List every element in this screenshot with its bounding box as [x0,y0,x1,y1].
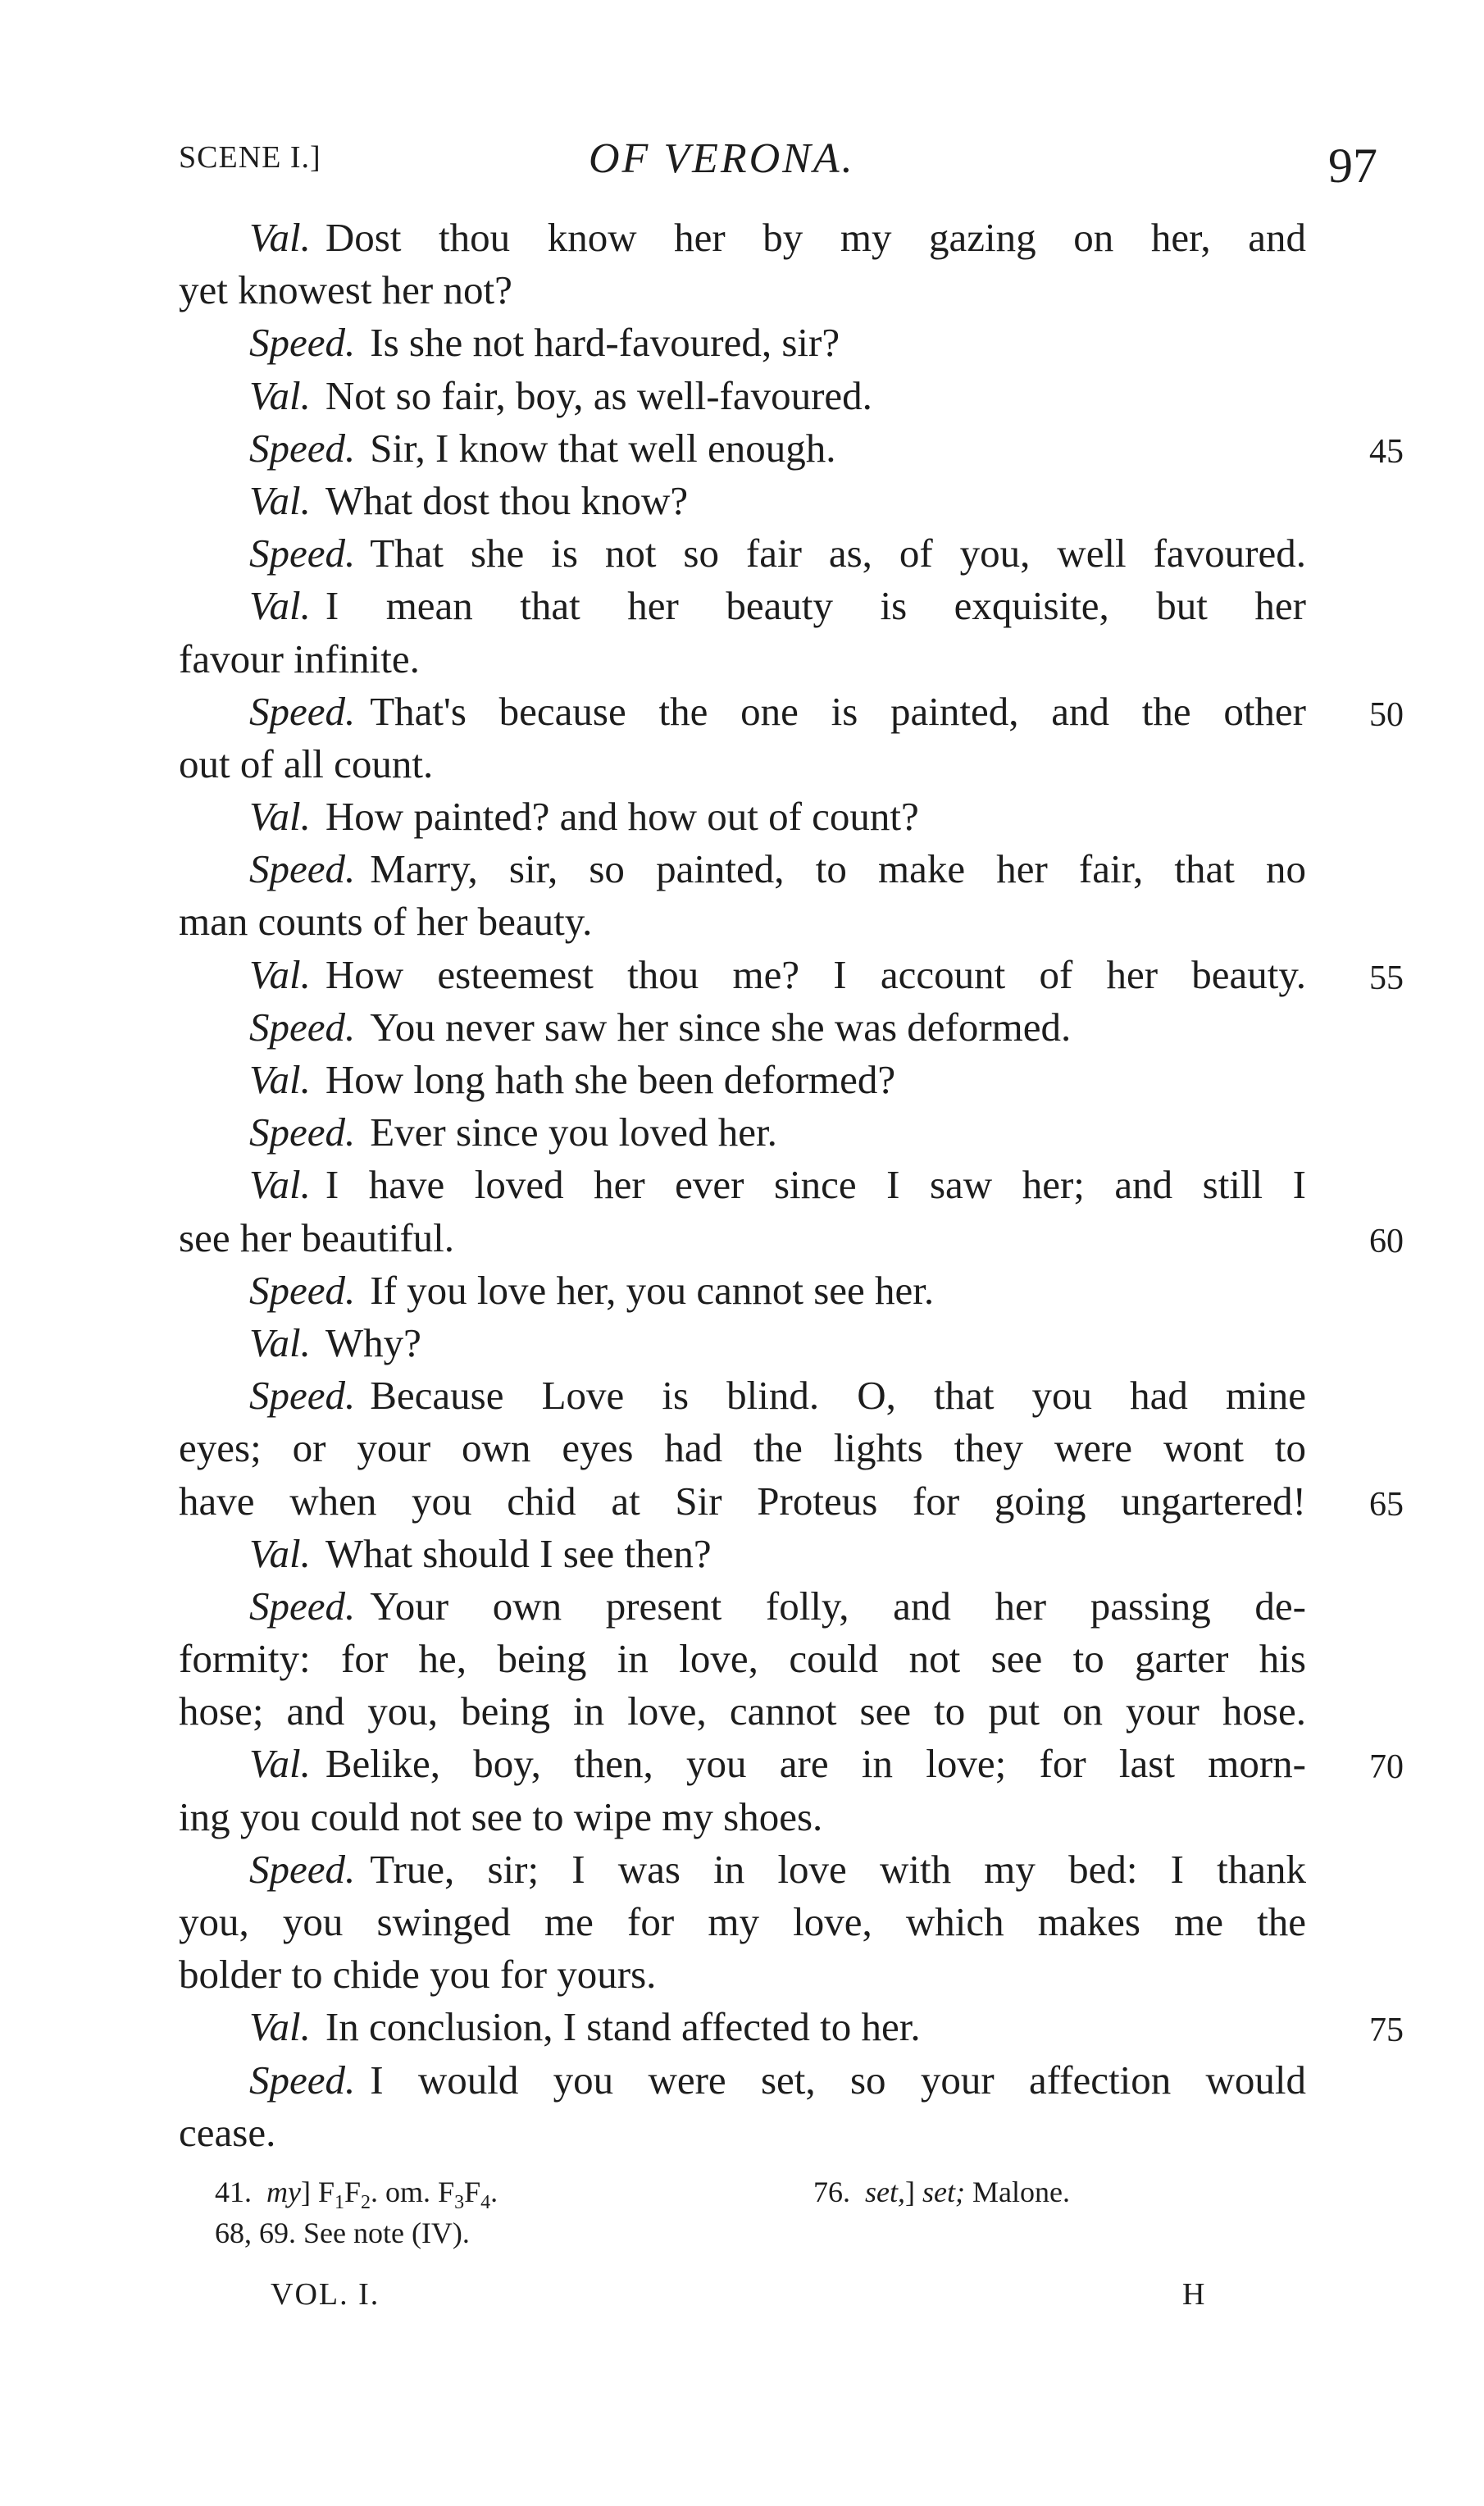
line-text: Your own present folly, and her passing de- [370,1583,1306,1629]
speaker-name: Val. [249,215,311,260]
speaker-name: Speed. [249,1846,356,1892]
line-text: hose; and you, being in love, cannot see to put on your hose. [179,1688,1306,1734]
folio-sub: 2 [361,2192,371,2214]
text-line [179,370,1306,422]
line-text: Because Love is blind. O, that you had mine [370,1373,1306,1419]
line-text: Is she not hard-favoured, sir? [370,320,840,366]
text-line [179,1317,1306,1369]
folio: F [464,2176,481,2208]
speaker-name: Speed. [249,1583,356,1629]
note-68: 68, 69. See note (IV). [215,2217,470,2249]
note-source: Malone. [972,2176,1070,2208]
line-text: Why? [325,1319,421,1365]
speaker-name: Val. [249,951,311,997]
text-line [179,1843,1306,1896]
line-text: If you love her, you cannot see her. [370,1267,935,1313]
line-text: Marry, sir, so painted, to make her fair, that no [370,846,1306,892]
line-text: What dost thou know? [325,477,689,523]
folio-sub: 4 [480,2192,491,2214]
text-line [179,1580,1306,1633]
line-number: 55 [1369,959,1404,997]
text-line [179,738,1306,791]
text-line [179,843,1306,895]
folio-sub: 1 [335,2192,345,2214]
folio: F [438,2176,455,2208]
line-text: How painted? and how out of count? [325,794,919,840]
line-text: Dost thou know her by my gazing on her, and [325,215,1306,260]
line-text: see her beautiful. [179,1214,455,1260]
signature-mark: H [1182,2277,1205,2312]
line-text: Sir, I know that well enough. [370,425,836,471]
text-line [179,1633,1306,1685]
speaker-name: Speed. [249,1004,356,1050]
text-line [179,1106,1306,1159]
folio: F [317,2176,335,2208]
line-text: How long hath she been deformed? [325,1057,896,1102]
line-text: bolder to chide you for yours. [179,1952,657,1998]
text-line [179,1896,1306,1948]
speaker-name: Speed. [249,2057,356,2103]
running-header [179,131,1392,197]
text-line [179,264,1306,317]
speaker-name: Speed. [249,1109,356,1155]
line-text: How esteemest thou me? I account of her beauty. [325,951,1306,997]
line-text: What should I see then? [325,1530,712,1576]
speaker-name: Val. [249,794,311,840]
line-text: man counts of her beauty. [179,899,593,945]
line-text: you, you swinged me for my love, which makes me the [179,1899,1306,1944]
text-line [179,212,1306,264]
text-line [179,1159,1306,1211]
speaker-name: Speed. [249,320,356,366]
line-text: ing you could not see to wipe my shoes. [179,1793,823,1839]
text-line [179,1422,1306,1474]
speaker-name: Val. [249,583,311,629]
line-text: have when you chid at Sir Proteus for going ungartered! [179,1478,1306,1524]
line-text: cease. [179,2109,276,2155]
speaker-name: Speed. [249,846,356,892]
line-text: yet knowest her not? [179,267,512,313]
note-om: . om. [371,2176,439,2208]
speaker-name: Speed. [249,688,356,734]
line-number: 75 [1369,2012,1404,2050]
line-text: formity: for he, being in love, could not see to garter his [179,1636,1306,1682]
scene-heading: SCENE I.] [179,140,321,175]
text-line [179,2054,1306,2107]
line-number: 45 [1369,432,1404,471]
text-line [179,1475,1404,1528]
text-line [179,1212,1404,1264]
note-reading: set; [922,2176,965,2208]
note-76: 76. set,] set; Malone. [813,2176,1070,2208]
text-line [179,2001,1404,2053]
speaker-name: Val. [249,477,311,523]
text-line [179,422,1404,475]
line-text: I mean that her beauty is exquisite, but her [325,583,1306,629]
note-line-ref: 41. [215,2176,252,2208]
note-end: . [490,2176,498,2208]
text-line [179,1054,1306,1106]
note-line-ref: 76. [813,2176,850,2208]
textual-notes [215,2171,1281,2253]
line-text: Belike, boy, then, you are in love; for last morn- [325,1741,1306,1787]
line-text: You never saw her since she was deformed. [370,1004,1072,1050]
text-line [179,1738,1404,1790]
page-number: 97 [1328,139,1377,193]
speaker-name: Speed. [249,531,356,576]
speaker-name: Speed. [249,1373,356,1419]
speaker-name: Val. [249,1741,311,1787]
text-line [179,1791,1306,1843]
note-lemma: set, [865,2176,905,2208]
text-line [179,1001,1306,1054]
line-text: That she is not so fair as, of you, well favoured. [370,531,1306,576]
play-text [179,212,1404,2159]
text-line [179,580,1306,632]
line-number: 50 [1369,695,1404,734]
text-line [179,1264,1306,1317]
page-footer [271,2276,1254,2326]
line-text: I have loved her ever since I saw her; and still I [325,1162,1306,1208]
text-line [179,1528,1306,1580]
text-line [179,527,1306,580]
note-lemma: my [266,2176,301,2208]
text-line [179,1948,1306,2001]
text-line [179,475,1306,527]
text-line [179,1369,1306,1422]
line-number: 65 [1369,1485,1404,1524]
text-line [179,686,1404,738]
line-number: 60 [1369,1222,1404,1260]
line-text: eyes; or your own eyes had the lights they were wont to [179,1425,1306,1471]
note-row [215,2212,1281,2253]
speaker-name: Val. [249,1319,311,1365]
line-text: Not so fair, boy, as well-favoured. [325,372,872,418]
running-title: OF VERONA. [589,135,855,182]
folio-sub: 3 [454,2192,465,2214]
note-41: 41. my] $F_1F_2$. om. $F_3F_4$. [215,2176,498,2214]
line-text: favour infinite. [179,636,420,681]
line-text: Ever since you loved her. [370,1109,777,1155]
text-line [179,895,1306,948]
line-text: True, sir; I was in love with my bed: I thank [370,1846,1306,1892]
line-text: That's because the one is painted, and the other [370,688,1306,734]
line-text: In conclusion, I stand affected to her. [325,2004,921,2050]
speaker-name: Val. [249,1162,311,1208]
text-line [179,633,1306,686]
speaker-name: Val. [249,1530,311,1576]
text-line [179,2107,1306,2159]
text-line [179,949,1404,1001]
speaker-name: Val. [249,1057,311,1102]
line-text: out of all count. [179,740,434,786]
line-number: 70 [1369,1748,1404,1787]
speaker-name: Val. [249,2004,311,2050]
text-line [179,1685,1306,1738]
speaker-name: Speed. [249,1267,356,1313]
speaker-name: Val. [249,372,311,418]
note-row [215,2171,1281,2212]
folio: F [344,2176,362,2208]
speaker-name: Speed. [249,425,356,471]
text-line [179,317,1306,369]
line-text: I would you were set, so your affection would [370,2057,1306,2103]
volume-signature: VOL. I. [271,2277,380,2312]
text-line [179,791,1306,843]
